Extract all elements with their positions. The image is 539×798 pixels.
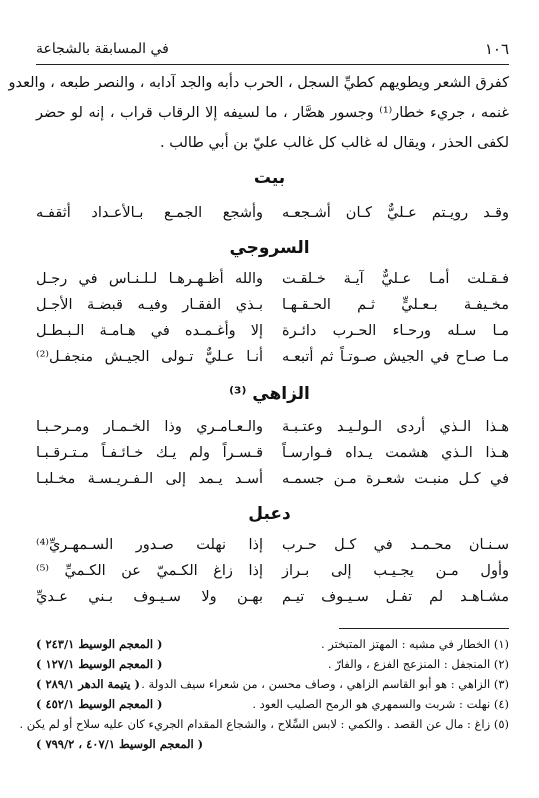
verse-second-hemistich: أنـا عـليٌّ تـولى الجيـش منجفـل⁽²⁾ [36,349,264,365]
footnote [36,654,509,674]
footnote-source: ( المعجم الوسيط ١٢٧/١ ) [36,657,163,671]
footnote [36,634,509,654]
verse-second-hemistich: بهـن ولا سـيـوف بـني عـديِّ [36,589,264,605]
verse-second-hemistich: إلا وأغـمـده في هـامـة الـبـطـل [36,323,264,339]
verse-first-hemistich: مخـيفـة بـعـليٍّ ثـم الحـقـهـا [281,297,509,313]
verse-second-hemistich: قـسـراً ولم يـك خـائـفـاً مـتـرقـبـا [36,445,264,461]
footnote-source-continuation: ( المعجم الوسيط ٤٠٧/١ ، ٧٩٩/٢ ) [36,737,204,751]
section-heading: بيت [253,168,286,188]
footnote [36,694,509,714]
footnote-text: (٣) الزاهي : هو أبو القاسم الزاهي ، وصاف محسن ، من شعراء سيف الدولة . [141,677,509,691]
verse-first-hemistich: في كـل منبـت شعـرة مـن جسمـه [281,471,509,487]
header-rule [36,64,509,65]
verse-second-hemistich: والـعـامـري وذا الخـمـار ومـرحـبـا [36,419,264,435]
verse-line [36,532,509,558]
verse-second-hemistich: إذا زاغ الكـميّ عن الكـميِّ ⁽⁵⁾ [36,563,264,579]
verse-first-hemistich: هـذا الـذي أردى الـولـيـد وعتـبـة [281,419,509,435]
verse-first-hemistich: مـا سـله ورحـاء الحـرب دائـرة [281,323,509,339]
body-paragraph [8,68,509,158]
verse-first-hemistich: هـذا الـذي هشمت يـداه فـوارسـاً [281,445,509,461]
verse-line [36,200,509,226]
footnote-text: (٤) نهلت : شربت والسمهري هو الرمح الصليب العود . [252,697,509,711]
verse-first-hemistich: فـقـلت أمـا عـليٌّ آيـة خـلقـت [281,271,509,287]
verse-line [36,318,509,344]
section-heading: دعبل [248,504,291,524]
verse-line [36,344,509,370]
page-header [36,38,509,60]
verse-first-hemistich: مـا صـاح في الجيش صـوتـاً ثم أتبعـه [281,349,509,365]
section-heading: السروجي [229,238,310,258]
verse-first-hemistich: وقـد رويـتم عـليٌّ كـان أشـجعـه [281,205,509,221]
section-heading: الزاهي ⁽³⁾ [229,384,310,404]
verse-line [36,558,509,584]
verse-first-hemistich: سـنـان محـمـد في كـل حـرب [281,537,509,553]
paragraph-line: كفرق الشعر ويطويهم كطيِّ السجل ، الحرب دأبه والجد آدابه ، والنصر طبعه ، والعدو [8,75,509,91]
running-title: في المسابقة بالشجاعة [36,41,169,57]
verse-second-hemistich: بـذي الفقـار وفيـه قبضـة الأجـل [36,297,264,313]
paragraph-line: لكفى الحذر ، ويقال له غالب كل غالب عليّ بن أبي طالب . [160,135,509,151]
verse-line [36,466,509,492]
footnote [36,674,509,694]
footnote-text: (٥) زاغ : مال عن القصد . والكمي : لابس السِّلاح ، والشجاع المقدام الجريء كان عليه سلاح أو لم يكن . [19,717,509,731]
page-number: ١٠٦ [484,40,509,58]
verse-second-hemistich: والله أظـهـرهـا لـلـنـاس في رجـل [36,271,264,287]
verse-line [36,584,509,610]
footnote-source: ( المعجم الوسيط ٤٥٢/١ ) [36,697,163,711]
verse-second-hemistich: إذا نهلت صـدور السـمهـريِّ⁽⁴⁾ [36,537,264,553]
footnote-source: ( يتيمة الدهر ٢٨٩/١ ) [36,677,140,691]
verse-line [36,292,509,318]
footnote-text: (٢) المنجفل : المنزعج الفزع ، والفارّ . [327,657,509,671]
verse-first-hemistich: وأول مـن يجـيـب إلى بـراز [281,563,509,579]
verse-second-hemistich: أسـد يـمد إلى الـفـريـسـة مخـلبـا [36,471,264,487]
footnote-source: ( المعجم الوسيط ٢٤٣/١ ) [36,637,163,651]
footnote [19,714,509,734]
verse-line [36,414,509,440]
footnote-rule [339,628,509,629]
verse-second-hemistich: وأشجع الجمـع بـالأعـداد أثقفـه [36,205,264,221]
footnote-text: (١) الخطار في مشيه : المهتز المتبختر . [320,637,509,651]
verse-line [36,266,509,292]
verse-first-hemistich: مشـاهـد لم تفـل سـيـوف تيـم [281,589,509,605]
verse-line [36,440,509,466]
paragraph-line: غنمه ، جريء خطار⁽¹⁾ وجسور هصَّار ، ما لسيفه إلا الرقاب قراب ، إنه لو حضر [36,105,509,121]
